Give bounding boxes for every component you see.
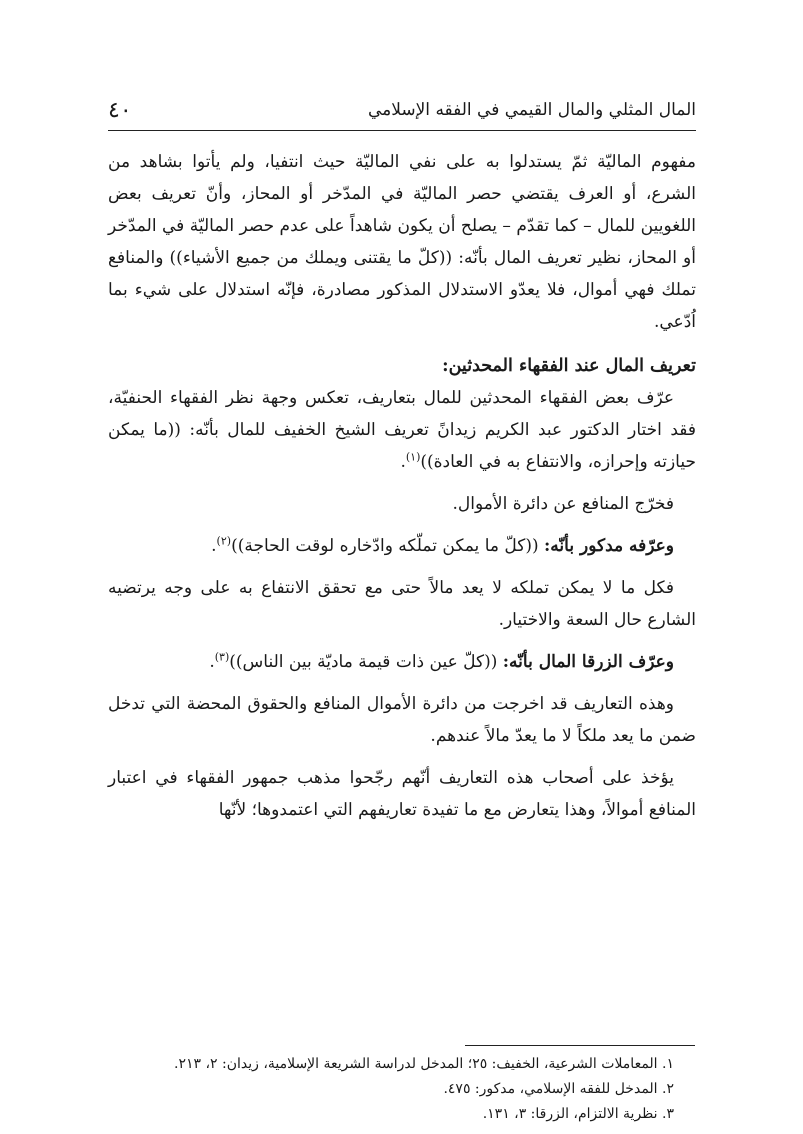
- paragraph-2-end: .: [400, 452, 406, 472]
- paragraph-1: مفهوم الماليّة ثمّ يستدلوا به على نفي الماليّة حيث انتفيا، ولم يأتوا بشاهد من الشرع، أو العرف يقتضي حصر الماليّة في المدّخر أو المحاز، وأنّ تعريف بعض اللغويين للمال – كما تقدّم – يصلح أن يكون شاهداً على عدم حصر الماليّة في المدّخر أو المحاز، نظير تعريف المال بأنّه: ((كلّ ما يقتنى ويملك من جميع الأشياء)) والمنافع تملك فهي أموال، فلا يعدّو الاستدلال المذكور مصادرة، فإنّه استدلال على شيء بما اُدّعي.: [108, 152, 696, 332]
- paragraph-8: يؤخذ على أصحاب هذه التعاريف أنّهم رجّحوا مذهب جمهور الفقهاء في اعتبار المنافع أموالاً، وهذا يتعارض مع ما تفيدة تعاريفهم التي اعتمدوها؛ لأنّها: [108, 768, 696, 820]
- footnote-2: ٢. المدخل للفقه الإسلامي، مدكور: ٤٧٥.: [443, 1081, 674, 1097]
- paragraph-4-lead: وعرّفه مدكور بأنّه:: [544, 536, 674, 556]
- paragraph-6-end: .: [209, 652, 215, 672]
- page-header: [108, 92, 696, 128]
- page-number: ٤٠: [108, 97, 132, 123]
- paragraph-4-text: ((كلّ ما يمكن تملّكه وادّخاره لوقت الحاجة)): [231, 536, 545, 556]
- paragraph-2-text: عرّف بعض الفقهاء المحدثين للمال بتعاريف، تعكس وجهة نظر الفقهاء الحنفيّة، فقد اختار الدكتور عبد الكريم زيدانً تعريف الشيخ الخفيف للمال بأنّه: ((ما يمكن حيازته وإحرازه، والانتفاع به في العادة)): [108, 388, 696, 472]
- paragraph-6: [108, 646, 696, 678]
- paragraph-6-text: ((كلّ عين ذات قيمة ماديّة بين الناس)): [229, 652, 503, 672]
- footnote-rule: [465, 1045, 695, 1046]
- header-rule: [108, 130, 696, 131]
- paragraph-3: فخرّج المنافع عن دائرة الأموال.: [452, 494, 674, 514]
- footnotes: [108, 1052, 696, 1127]
- paragraph-6-lead: وعرّف الزرقا المال بأنّه:: [502, 652, 674, 672]
- footnote-ref-3[interactable]: (٣): [214, 650, 230, 664]
- paragraph-5: فكل ما لا يمكن تملكه لا يعد مالاً حتى مع تحقق الانتفاع به على وجه يرتضيه الشارع حال السعة والاختيار.: [108, 578, 696, 630]
- footnote-ref-1[interactable]: (١): [405, 450, 421, 464]
- paragraph-2: [108, 382, 696, 478]
- footnote-3: ٣. نظرية الالتزام، الزرقا: ٣، ١٣١.: [482, 1106, 674, 1122]
- main-text: [108, 146, 696, 826]
- paragraph-7: وهذه التعاريف قد اخرجت من دائرة الأموال المنافع والحقوق المحضة التي تدخل ضمن ما يعد ملكاً لا ما يعدّ مالاً عندهم.: [108, 694, 696, 746]
- paragraph-4: [108, 530, 696, 562]
- paragraph-4-end: .: [211, 536, 217, 556]
- footnote-ref-2[interactable]: (٢): [216, 534, 232, 548]
- running-title: المال المثلي والمال القيمي في الفقه الإسلامي: [367, 100, 696, 120]
- footnote-1: ١. المعاملات الشرعية، الخفيف: ٢٥؛ المدخل لدراسة الشريعة الإسلامية، زيدان: ٢، ٢١٣.: [174, 1056, 674, 1072]
- section-heading: تعريف المال عند الفقهاء المحدثين:: [442, 356, 696, 376]
